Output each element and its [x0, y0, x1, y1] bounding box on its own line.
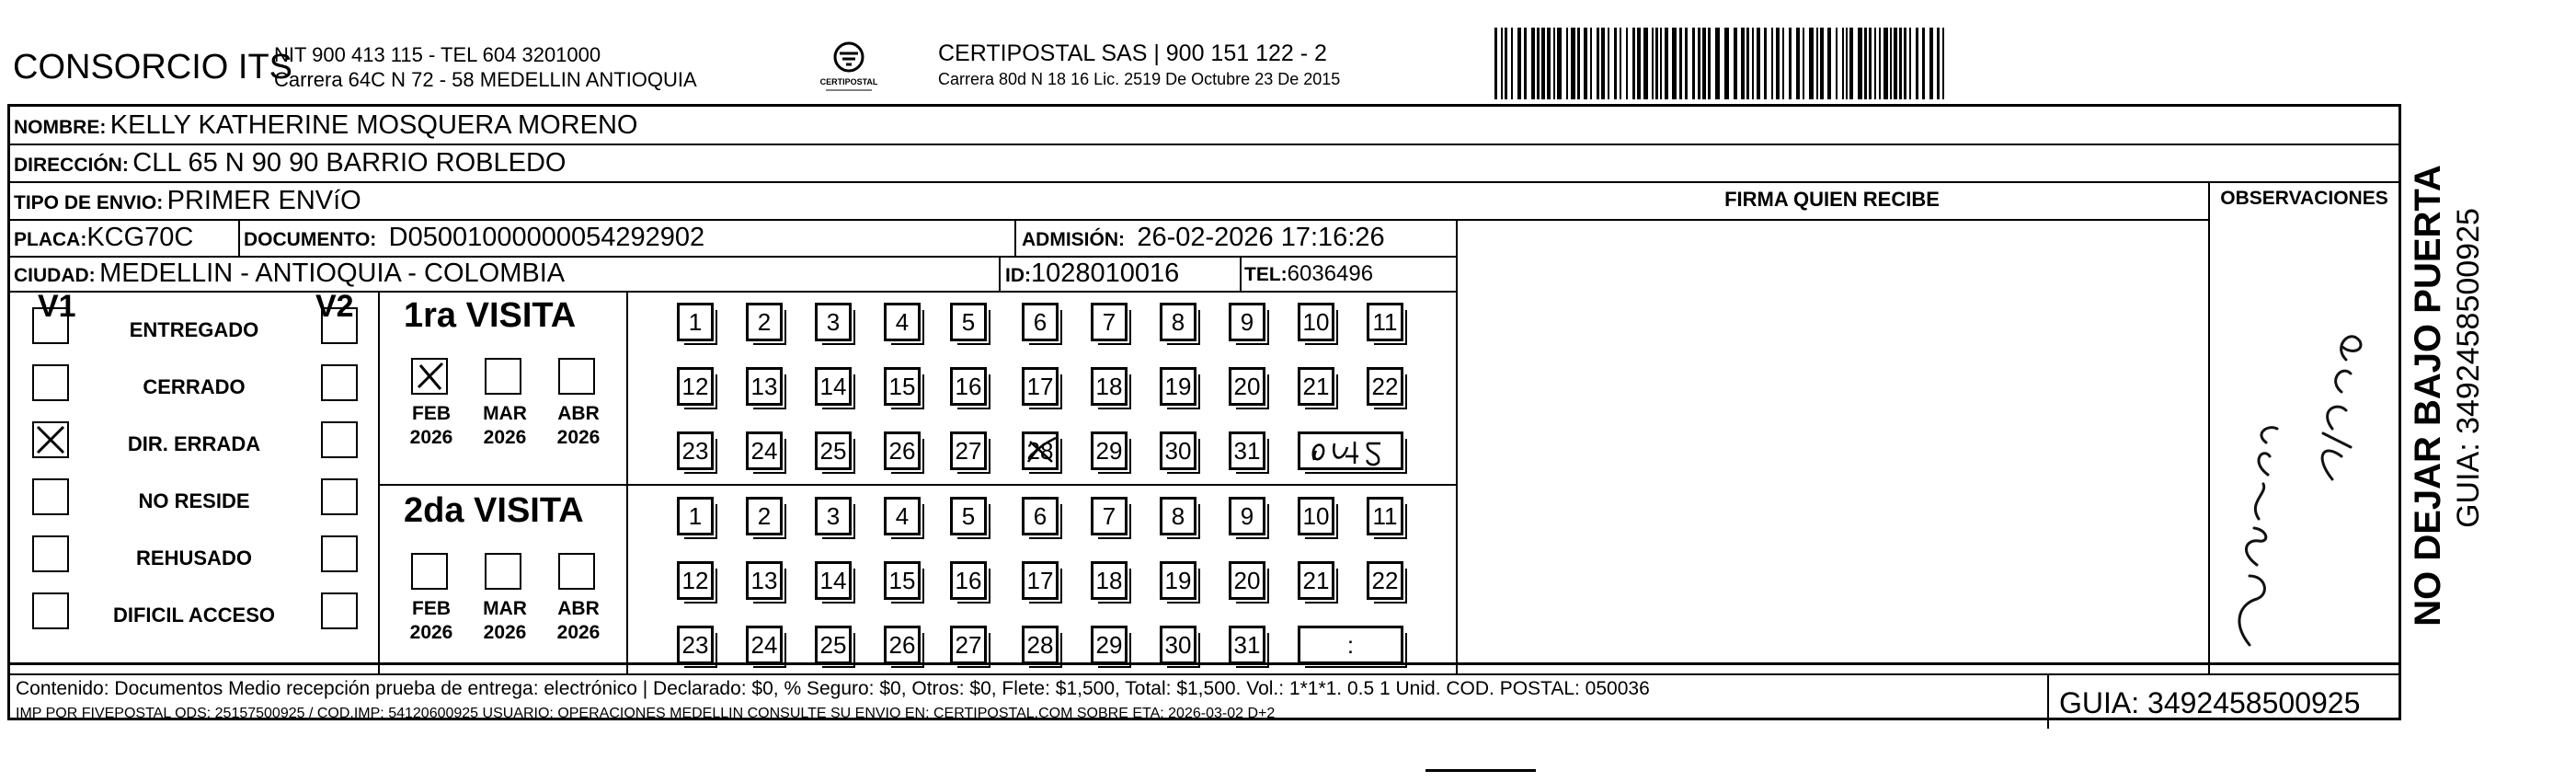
ciudad-label: CIUDAD:	[14, 265, 96, 286]
id-value: 1028010016	[1031, 259, 1180, 288]
month-checkbox[interactable]	[558, 358, 595, 395]
day-box[interactable]: 6	[1022, 303, 1059, 341]
month-name: ABR	[557, 598, 600, 619]
day-box[interactable]: 11	[1367, 497, 1403, 535]
no-dejar-bajo-puerta: NO DEJAR BAJO PUERTA	[2408, 165, 2448, 627]
v1-checkbox[interactable]	[32, 307, 69, 344]
documento-value: D05001000000054292902	[388, 223, 705, 252]
month-checkbox[interactable]	[485, 553, 521, 590]
day-box[interactable]: 24	[746, 626, 783, 664]
day-box[interactable]: 31	[1229, 431, 1265, 470]
day-box[interactable]: 23	[677, 626, 714, 664]
imp-text: IMP POR FIVEPOSTAL ODS: 25157500925 / COD.IMP: 54120600925 USUARIO: OPERACIONES MEDELLIN CONSULTE SU ENVIO EN: CERTIPOSTAL.COM SOBRE ETA: 2026-03-02 D+2	[16, 706, 1276, 721]
day-box[interactable]: 17	[1022, 367, 1059, 406]
v1-checkbox[interactable]	[32, 364, 69, 401]
day-box[interactable]: 4	[884, 303, 921, 341]
day-box[interactable]: 14	[815, 367, 852, 406]
v2-checkbox[interactable]	[321, 592, 358, 629]
day-box[interactable]: 23	[677, 431, 714, 470]
barcode	[1494, 28, 2226, 99]
month-name: FEB	[412, 403, 451, 424]
day-box[interactable]: 3	[815, 303, 852, 341]
day-box[interactable]: 4	[884, 497, 921, 535]
day-box[interactable]: 3	[815, 497, 852, 535]
day-box[interactable]: 30	[1160, 431, 1196, 470]
v2-checkbox[interactable]	[321, 421, 358, 458]
time-box[interactable]: :	[1298, 626, 1403, 664]
v2-checkbox[interactable]	[321, 364, 358, 401]
day-box[interactable]: 25	[815, 431, 852, 470]
v1-checkbox[interactable]	[32, 478, 69, 515]
day-box[interactable]: 18	[1091, 367, 1128, 406]
logo-text: CERTIPOSTAL	[819, 77, 878, 86]
nombre-value: KELLY KATHERINE MOSQUERA MORENO	[109, 110, 638, 140]
id-label: ID:	[1005, 265, 1031, 286]
day-box[interactable]: 28	[1022, 431, 1059, 470]
documento-label: DOCUMENTO:	[244, 229, 377, 250]
certipostal-logo	[812, 37, 886, 101]
contenido-text: Contenido: Documentos Medio recepción prueba de entrega: electrónico | Declarado: $0, % Seguro: $0, Otros: $0, Flete: $1,500, Total: $1,500. Vol.: 1*1*1. 0.5 1 Unid. COD. POSTAL: 050036	[16, 678, 1650, 699]
visit1-title: 1ra VISITA	[404, 296, 577, 335]
status-label: CERRADO	[143, 375, 246, 398]
day-box[interactable]: 6	[1022, 497, 1059, 535]
day-box[interactable]: 24	[746, 431, 783, 470]
day-box[interactable]: 9	[1229, 497, 1265, 535]
day-box[interactable]: 29	[1091, 626, 1128, 664]
month-checkbox[interactable]	[411, 553, 448, 590]
month-year: 2026	[556, 622, 601, 643]
day-box[interactable]: 15	[884, 367, 921, 406]
day-box[interactable]: 27	[950, 626, 987, 664]
day-box[interactable]: 16	[950, 561, 987, 600]
day-box[interactable]: 29	[1091, 431, 1128, 470]
v1-checkbox[interactable]	[32, 421, 69, 458]
month-year: 2026	[483, 427, 527, 448]
day-box[interactable]: 8	[1160, 497, 1196, 535]
v1-checkbox[interactable]	[32, 592, 69, 629]
day-box[interactable]: 7	[1091, 497, 1128, 535]
carrier-address: Carrera 80d N 18 16 Lic. 2519 De Octubre 23 De 2015	[938, 70, 1341, 88]
month-name: ABR	[557, 403, 600, 424]
day-box[interactable]: 1	[677, 497, 714, 535]
day-box[interactable]: 7	[1091, 303, 1128, 341]
tel-label: TEL:	[1244, 264, 1288, 285]
day-box[interactable]: 1	[677, 303, 714, 341]
day-box[interactable]: 26	[884, 431, 921, 470]
admision-label: ADMISIÓN:	[1022, 229, 1125, 250]
v1-label: V1	[38, 289, 76, 324]
day-box[interactable]: 13	[746, 367, 783, 406]
day-box[interactable]: 11	[1367, 303, 1403, 341]
v2-checkbox[interactable]	[321, 535, 358, 572]
day-box[interactable]: 9	[1229, 303, 1265, 341]
day-box[interactable]: 22	[1367, 367, 1403, 406]
observaciones-label: OBSERVACIONES	[2220, 188, 2388, 209]
v2-checkbox[interactable]	[321, 478, 358, 515]
nombre-label: NOMBRE:	[14, 117, 107, 138]
month-name: FEB	[412, 598, 451, 619]
month-checkbox[interactable]	[558, 553, 595, 590]
day-box[interactable]: 10	[1298, 497, 1334, 535]
handwritten-observation	[2213, 272, 2387, 659]
day-box[interactable]: 10	[1298, 303, 1334, 341]
month-checkbox[interactable]	[485, 358, 521, 395]
placa-value: KCG70C	[86, 223, 194, 252]
day-box[interactable]: 2	[746, 303, 783, 341]
tipo-envio-value: PRIMER ENVíO	[166, 186, 361, 215]
placa-label: PLACA:	[14, 229, 87, 250]
status-label: DIR. ERRADA	[127, 432, 261, 455]
day-box[interactable]: 12	[677, 367, 714, 406]
status-label: DIFICIL ACCESO	[112, 604, 275, 627]
day-box[interactable]: 31	[1229, 626, 1265, 664]
carrier-name: CERTIPOSTAL SAS | 900 151 122 - 2	[938, 40, 1327, 66]
day-box[interactable]: 18	[1091, 561, 1128, 600]
day-box[interactable]: 30	[1160, 626, 1196, 664]
month-year: 2026	[409, 622, 453, 643]
company-name: CONSORCIO ITS	[13, 48, 293, 86]
month-checkbox[interactable]	[411, 358, 448, 395]
day-box[interactable]: 5	[950, 303, 987, 341]
admision-value: 26-02-2026 17:16:26	[1137, 223, 1385, 252]
day-box[interactable]: 13	[746, 561, 783, 600]
day-box[interactable]: 21	[1298, 561, 1334, 600]
day-box[interactable]: 16	[950, 367, 987, 406]
day-box[interactable]: 20	[1229, 561, 1265, 600]
status-label: ENTREGADO	[129, 318, 259, 341]
day-box[interactable]: 5	[950, 497, 987, 535]
firma-label: FIRMA QUIEN RECIBE	[1724, 188, 1940, 211]
day-box[interactable]: 19	[1160, 367, 1196, 406]
tel-value: 6036496	[1287, 261, 1374, 286]
day-box[interactable]: 19	[1160, 561, 1196, 600]
day-box[interactable]: 25	[815, 626, 852, 664]
company-nit: NIT 900 413 115 - TEL 604 3201000	[274, 43, 601, 66]
handwritten-time	[1307, 434, 1399, 476]
status-label: NO RESIDE	[138, 489, 250, 512]
day-box[interactable]: 17	[1022, 561, 1059, 600]
month-name: MAR	[483, 403, 527, 424]
day-box[interactable]: 26	[884, 626, 921, 664]
form-table	[7, 104, 2401, 721]
day-box[interactable]: 28	[1022, 626, 1059, 664]
day-box[interactable]: 21	[1298, 367, 1334, 406]
day-box[interactable]: 8	[1160, 303, 1196, 341]
company-address: Carrera 64C N 72 - 58 MEDELLIN ANTIOQUIA	[274, 68, 697, 91]
day-box[interactable]: 27	[950, 431, 987, 470]
month-year: 2026	[483, 622, 527, 643]
day-box[interactable]: 12	[677, 561, 714, 600]
visit2-title: 2da VISITA	[404, 491, 584, 530]
day-box[interactable]: 22	[1367, 561, 1403, 600]
day-box[interactable]: 2	[746, 497, 783, 535]
direccion-label: DIRECCIÓN:	[14, 155, 129, 176]
v2-checkbox[interactable]	[321, 307, 358, 344]
day-box[interactable]: 14	[815, 561, 852, 600]
status-label: REHUSADO	[136, 546, 252, 569]
day-box[interactable]: 15	[884, 561, 921, 600]
v2-label: V2	[315, 289, 354, 324]
day-box[interactable]: 20	[1229, 367, 1265, 406]
direccion-value: CLL 65 N 90 90 BARRIO ROBLEDO	[132, 148, 567, 178]
month-year: 2026	[556, 427, 601, 448]
month-year: 2026	[409, 427, 453, 448]
side-guia: GUIA: 3492458500925	[2451, 208, 2486, 528]
tipo-envio-label: TIPO DE ENVIO:	[14, 192, 164, 213]
month-name: MAR	[483, 598, 527, 619]
ciudad-value: MEDELLIN - ANTIOQUIA - COLOMBIA	[99, 259, 566, 288]
v1-checkbox[interactable]	[32, 535, 69, 572]
footer-guia: GUIA: 3492458500925	[2059, 686, 2361, 719]
